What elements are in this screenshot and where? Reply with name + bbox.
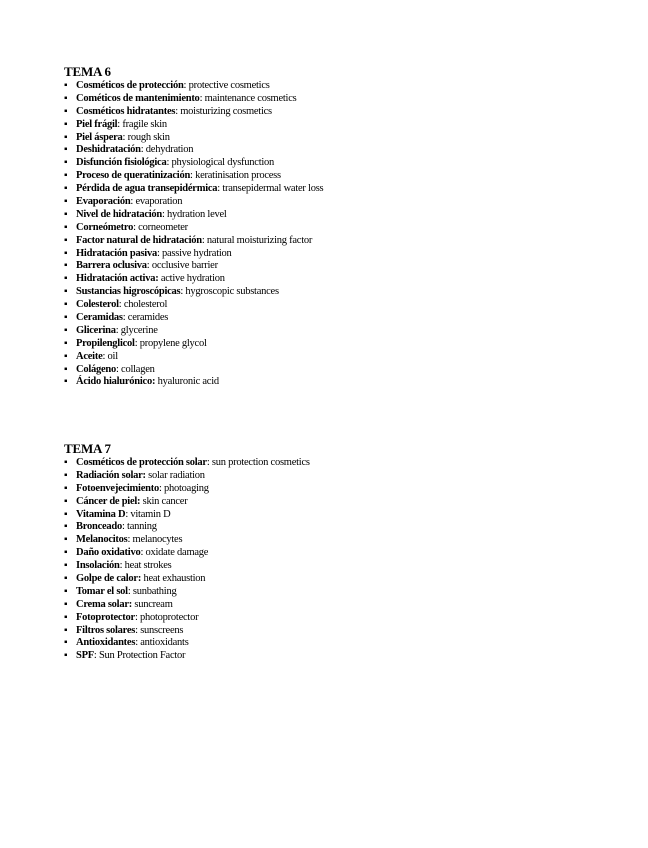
vocab-separator: : [199, 92, 205, 104]
vocab-translation: heat exhaustion [143, 573, 206, 585]
vocab-term: Antioxidantes [76, 637, 136, 649]
bullet-icon: ▪ [64, 247, 68, 259]
vocab-item [64, 573, 310, 586]
vocab-translation: suncream [134, 598, 173, 610]
vocab-term: Hidratación activa: [76, 273, 159, 285]
vocab-translation: solar radiation [148, 469, 205, 481]
vocab-separator: : [162, 208, 168, 220]
vocab-translation: protective cosmetics [188, 80, 270, 91]
vocab-item [64, 457, 310, 470]
bullet-icon: ▪ [64, 260, 68, 272]
vocab-item [64, 496, 310, 509]
vocab-item [64, 637, 310, 650]
vocab-term: Daño oxidativo [76, 547, 141, 559]
vocab-item [64, 248, 323, 261]
vocab-item [64, 170, 323, 183]
vocab-separator: : [140, 144, 146, 156]
vocab-item [64, 286, 323, 299]
vocab-separator: : [180, 286, 186, 298]
bullet-icon: ▪ [64, 482, 68, 494]
vocab-separator: : [201, 234, 207, 246]
bullet-icon: ▪ [64, 495, 68, 507]
vocab-term: Piel áspera [76, 131, 123, 143]
vocab-separator: : [121, 521, 128, 533]
vocab-term: Cométicos de mantenimiento [76, 92, 200, 104]
vocab-translation: Sun Protection Factor [98, 650, 186, 662]
vocab-item [64, 183, 323, 196]
bullet-icon: ▪ [64, 312, 68, 324]
vocab-separator: : [125, 508, 131, 520]
vocab-item [64, 325, 323, 338]
section-tema-7 [64, 441, 310, 663]
vocab-translation: melanocytes [132, 534, 183, 546]
vocab-translation: oil [107, 350, 118, 362]
bullet-icon: ▪ [64, 508, 68, 520]
vocab-term: Insolación [76, 560, 120, 572]
vocab-separator: : [140, 547, 146, 559]
vocab-separator: : [102, 350, 108, 362]
vocab-translation: passive hydration [162, 247, 232, 259]
bullet-icon: ▪ [64, 650, 68, 662]
vocab-item [64, 534, 310, 547]
bullet-icon: ▪ [64, 299, 68, 311]
vocab-term: Cosméticos de protección solar [76, 457, 207, 468]
vocab-term: Colesterol [76, 299, 119, 311]
vocab-separator: : [166, 157, 172, 169]
section-title: TEMA 6 [64, 64, 111, 79]
vocab-separator: : [127, 585, 133, 597]
vocab-separator: : [158, 482, 165, 494]
vocab-translation: sunbathing [132, 585, 177, 597]
bullet-icon: ▪ [64, 324, 68, 336]
bullet-icon: ▪ [64, 337, 68, 349]
vocab-separator: : [134, 337, 140, 349]
vocab-term: Fotoprotector [76, 611, 135, 623]
bullet-icon: ▪ [64, 80, 68, 91]
bullet-icon: ▪ [64, 534, 68, 546]
bullet-icon: ▪ [64, 170, 68, 182]
vocab-term: Deshidratación [76, 144, 141, 156]
bullet-icon: ▪ [64, 273, 68, 285]
vocab-separator: : [93, 650, 99, 662]
vocab-item [64, 650, 310, 663]
vocab-translation: sun protection cosmetics [211, 457, 310, 468]
vocab-term: Tomar el sol [76, 585, 128, 597]
bullet-icon: ▪ [64, 234, 68, 246]
bullet-icon: ▪ [64, 105, 68, 117]
bullet-icon: ▪ [64, 521, 68, 533]
vocab-translation: hyaluronic acid [157, 376, 219, 388]
vocab-translation: oxidate damage [145, 547, 209, 559]
bullet-icon: ▪ [64, 457, 68, 468]
vocab-item [64, 299, 323, 312]
vocab-term: Bronceado [76, 521, 122, 533]
vocab-translation: propylene glycol [139, 337, 207, 349]
vocab-item [64, 470, 310, 483]
vocab-item [64, 625, 310, 638]
bullet-icon: ▪ [64, 131, 68, 143]
vocab-item [64, 222, 323, 235]
vocab-item [64, 119, 323, 132]
bullet-icon: ▪ [64, 118, 68, 130]
vocab-term: SPF [76, 650, 94, 662]
vocab-item [64, 612, 310, 625]
vocab-item [64, 599, 310, 612]
vocab-separator: : [217, 183, 223, 195]
vocab-separator: : [134, 611, 140, 623]
vocab-item [64, 80, 323, 93]
vocab-item [64, 144, 323, 157]
bullet-icon: ▪ [64, 611, 68, 623]
bullet-icon: ▪ [64, 183, 68, 195]
bullet-icon: ▪ [64, 208, 68, 220]
vocab-separator: : [175, 105, 181, 117]
section-title: TEMA 7 [64, 441, 111, 456]
vocab-separator: : [183, 80, 189, 91]
vocab-translation: tanning [127, 521, 157, 533]
vocab-translation: vitamin D [130, 508, 171, 520]
vocab-item [64, 338, 323, 351]
vocab-item [64, 196, 323, 209]
vocab-translation: corneometer [138, 221, 188, 233]
vocab-term: Proceso de queratinización [76, 170, 191, 182]
vocab-separator: : [133, 221, 139, 233]
vocab-term: Crema solar: [76, 598, 132, 610]
vocab-term: Propilenglicol [76, 337, 135, 349]
vocab-item [64, 157, 323, 170]
vocab-term: Corneómetro [76, 221, 134, 233]
vocab-translation: photoaging [164, 482, 209, 494]
bullet-icon: ▪ [64, 573, 68, 585]
vocab-separator: : [118, 299, 124, 311]
vocab-separator: : [130, 196, 136, 208]
vocab-separator: : [122, 131, 128, 143]
vocab-separator: : [117, 118, 123, 130]
bullet-icon: ▪ [64, 144, 68, 156]
vocab-item [64, 547, 310, 560]
vocab-translation: heat strokes [124, 560, 172, 572]
vocab-translation: active hydration [160, 273, 225, 285]
vocab-translation: dehydration [145, 144, 194, 156]
vocab-item [64, 483, 310, 496]
vocab-separator: : [115, 324, 121, 336]
vocab-separator: : [122, 312, 128, 324]
vocab-term: Melanocitos [76, 534, 128, 546]
vocab-separator: : [127, 534, 133, 546]
bullet-icon: ▪ [64, 157, 68, 169]
vocab-term: Sustancias higroscópicas [76, 286, 181, 298]
vocab-translation: fragile skin [122, 118, 167, 130]
vocab-term: Cosméticos hidratantes [76, 105, 176, 117]
vocab-translation: occlusive barrier [151, 260, 218, 272]
vocab-translation: cholesterol [123, 299, 168, 311]
vocab-translation: keratinisation process [195, 170, 281, 182]
vocab-translation: hydration level [167, 208, 227, 220]
vocab-separator: : [135, 637, 141, 649]
bullet-icon: ▪ [64, 469, 68, 481]
vocab-item [64, 376, 323, 389]
vocab-item [64, 260, 323, 273]
vocab-item [64, 521, 310, 534]
vocab-separator: : [119, 560, 125, 572]
vocab-item [64, 93, 323, 106]
vocabulary-list [64, 80, 323, 389]
vocab-translation: glycerine [120, 324, 158, 336]
bullet-icon: ▪ [64, 585, 68, 597]
vocab-translation: physiological dysfunction [171, 157, 275, 169]
vocab-translation: collagen [121, 363, 155, 375]
vocab-term: Radiación solar: [76, 469, 146, 481]
vocab-separator: : [206, 457, 212, 468]
vocab-item [64, 312, 323, 325]
vocab-term: Hidratación pasiva [76, 247, 157, 259]
bullet-icon: ▪ [64, 598, 68, 610]
vocabulary-list [64, 457, 310, 663]
vocab-item [64, 351, 323, 364]
bullet-icon: ▪ [64, 637, 68, 649]
vocab-separator: : [146, 260, 152, 272]
vocab-term: Glicerina [76, 324, 116, 336]
vocab-item [64, 509, 310, 522]
vocab-item [64, 106, 323, 119]
vocab-separator: : [156, 247, 163, 259]
vocab-separator: : [135, 624, 141, 636]
vocab-term: Pérdida de agua transepidérmica [76, 183, 218, 195]
vocab-translation: maintenance cosmetics [204, 92, 297, 104]
vocab-translation: moisturizing cosmetics [180, 105, 272, 117]
vocab-term: Fotoenvejecimiento [76, 482, 159, 494]
vocab-translation: hygroscopic substances [185, 286, 279, 298]
bullet-icon: ▪ [64, 221, 68, 233]
vocab-term: Aceite [76, 350, 103, 362]
bullet-icon: ▪ [64, 376, 68, 388]
vocab-separator: : [116, 363, 122, 375]
vocab-term: Cáncer de piel: [76, 495, 141, 507]
vocab-translation: ceramides [127, 312, 169, 324]
vocab-term: Disfunción fisiológica [76, 157, 167, 169]
bullet-icon: ▪ [64, 547, 68, 559]
vocab-term: Cosméticos de protección [76, 80, 184, 91]
vocab-term: Evaporación [76, 196, 131, 208]
vocab-translation: transepidermal water loss [222, 183, 324, 195]
bullet-icon: ▪ [64, 363, 68, 375]
vocab-translation: evaporation [135, 196, 183, 208]
vocab-translation: photoprotector [140, 611, 199, 623]
vocab-term: Filtros solares [76, 624, 136, 636]
bullet-icon: ▪ [64, 92, 68, 104]
vocab-term: Colágeno [76, 363, 116, 375]
vocab-translation: rough skin [127, 131, 170, 143]
bullet-icon: ▪ [64, 196, 68, 208]
vocab-term: Nivel de hidratación [76, 208, 162, 220]
vocab-term: Piel frágil [76, 118, 118, 130]
vocab-term: Ceramidas [76, 312, 123, 324]
vocab-term: Ácido hialurónico: [76, 376, 156, 388]
bullet-icon: ▪ [64, 350, 68, 362]
bullet-icon: ▪ [64, 286, 68, 298]
vocab-translation: sunscreens [140, 624, 184, 636]
vocab-item [64, 132, 323, 145]
vocab-item [64, 560, 310, 573]
section-tema-6 [64, 64, 323, 389]
vocab-item [64, 586, 310, 599]
vocab-item [64, 209, 323, 222]
vocab-item [64, 235, 323, 248]
vocab-term: Vitamina D [76, 508, 126, 520]
vocab-term: Factor natural de hidratación [76, 234, 202, 246]
bullet-icon: ▪ [64, 560, 68, 572]
vocab-translation: skin cancer [142, 495, 188, 507]
vocab-term: Barrera oclusiva [76, 260, 147, 272]
vocab-translation: natural moisturizing factor [206, 234, 313, 246]
vocab-item [64, 364, 323, 377]
vocab-term: Golpe de calor: [76, 573, 142, 585]
vocab-separator: : [190, 170, 196, 182]
vocab-translation: antioxidants [140, 637, 189, 649]
bullet-icon: ▪ [64, 624, 68, 636]
vocab-item [64, 273, 323, 286]
